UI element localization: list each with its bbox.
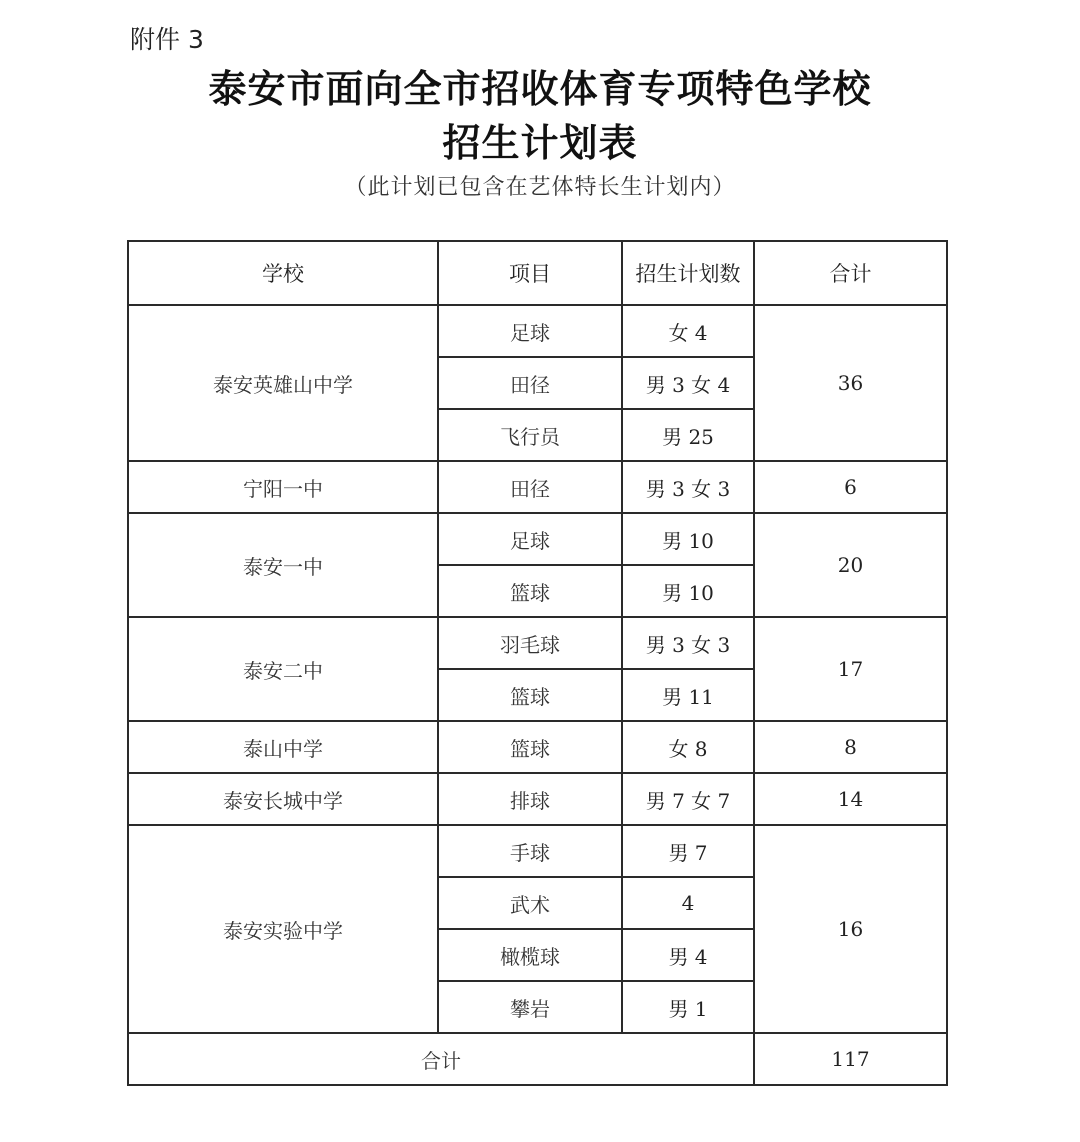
- table-row: [128, 305, 947, 357]
- sport-item: 篮球: [438, 721, 622, 773]
- document-subtitle: （此计划已包含在艺体特长生计划内）: [344, 175, 736, 200]
- sport-item: 排球: [438, 773, 622, 825]
- header-total: 合计: [754, 241, 947, 305]
- quota-cell: 男 25: [622, 409, 754, 461]
- school-name: 泰安英雄山中学: [128, 305, 438, 461]
- document-title-line-1: 泰安市面向全市招收体育专项特色学校: [208, 67, 872, 111]
- sport-item: 篮球: [438, 565, 622, 617]
- header-school: 学校: [128, 241, 438, 305]
- school-total: 20: [754, 513, 947, 617]
- quota-cell: 男 10: [622, 513, 754, 565]
- school-total: 16: [754, 825, 947, 1033]
- school-name: 宁阳一中: [128, 461, 438, 513]
- quota-cell: 男 3 女 3: [622, 461, 754, 513]
- school-total: 17: [754, 617, 947, 721]
- quota-cell: 男 1: [622, 981, 754, 1033]
- sport-item: 篮球: [438, 669, 622, 721]
- quota-cell: 男 7: [622, 825, 754, 877]
- school-name: 泰安一中: [128, 513, 438, 617]
- sport-item: 田径: [438, 357, 622, 409]
- sport-item: 足球: [438, 305, 622, 357]
- quota-cell: 男 11: [622, 669, 754, 721]
- document-title-line-2: 招生计划表: [442, 121, 638, 165]
- table-header-row: [128, 241, 947, 305]
- table-row: [128, 721, 947, 773]
- quota-cell: 女 4: [622, 305, 754, 357]
- school-total: 8: [754, 721, 947, 773]
- sport-item: 手球: [438, 825, 622, 877]
- quota-cell: 男 7 女 7: [622, 773, 754, 825]
- table-row: [128, 825, 947, 877]
- enrollment-plan-table: [127, 240, 948, 1086]
- table-row: [128, 461, 947, 513]
- sport-item: 飞行员: [438, 409, 622, 461]
- school-name: 泰安实验中学: [128, 825, 438, 1033]
- school-name: 泰山中学: [128, 721, 438, 773]
- sport-item: 足球: [438, 513, 622, 565]
- sport-item: 羽毛球: [438, 617, 622, 669]
- header-quota: 招生计划数: [622, 241, 754, 305]
- table-row: [128, 513, 947, 565]
- quota-cell: 男 3 女 4: [622, 357, 754, 409]
- school-total: 36: [754, 305, 947, 461]
- attachment-label: 附件 3: [130, 25, 204, 54]
- table-row: [128, 617, 947, 669]
- quota-cell: 男 4: [622, 929, 754, 981]
- quota-cell: 女 8: [622, 721, 754, 773]
- grand-total-value: 117: [754, 1033, 947, 1085]
- school-name: 泰安二中: [128, 617, 438, 721]
- grand-total-label: 合计: [128, 1033, 754, 1085]
- quota-cell: 男 10: [622, 565, 754, 617]
- sport-item: 武术: [438, 877, 622, 929]
- quota-cell: 4: [622, 877, 754, 929]
- sport-item: 攀岩: [438, 981, 622, 1033]
- header-item: 项目: [438, 241, 622, 305]
- school-total: 14: [754, 773, 947, 825]
- school-total: 6: [754, 461, 947, 513]
- table-row: [128, 773, 947, 825]
- sport-item: 橄榄球: [438, 929, 622, 981]
- grand-total-row: [128, 1033, 947, 1085]
- sport-item: 田径: [438, 461, 622, 513]
- quota-cell: 男 3 女 3: [622, 617, 754, 669]
- school-name: 泰安长城中学: [128, 773, 438, 825]
